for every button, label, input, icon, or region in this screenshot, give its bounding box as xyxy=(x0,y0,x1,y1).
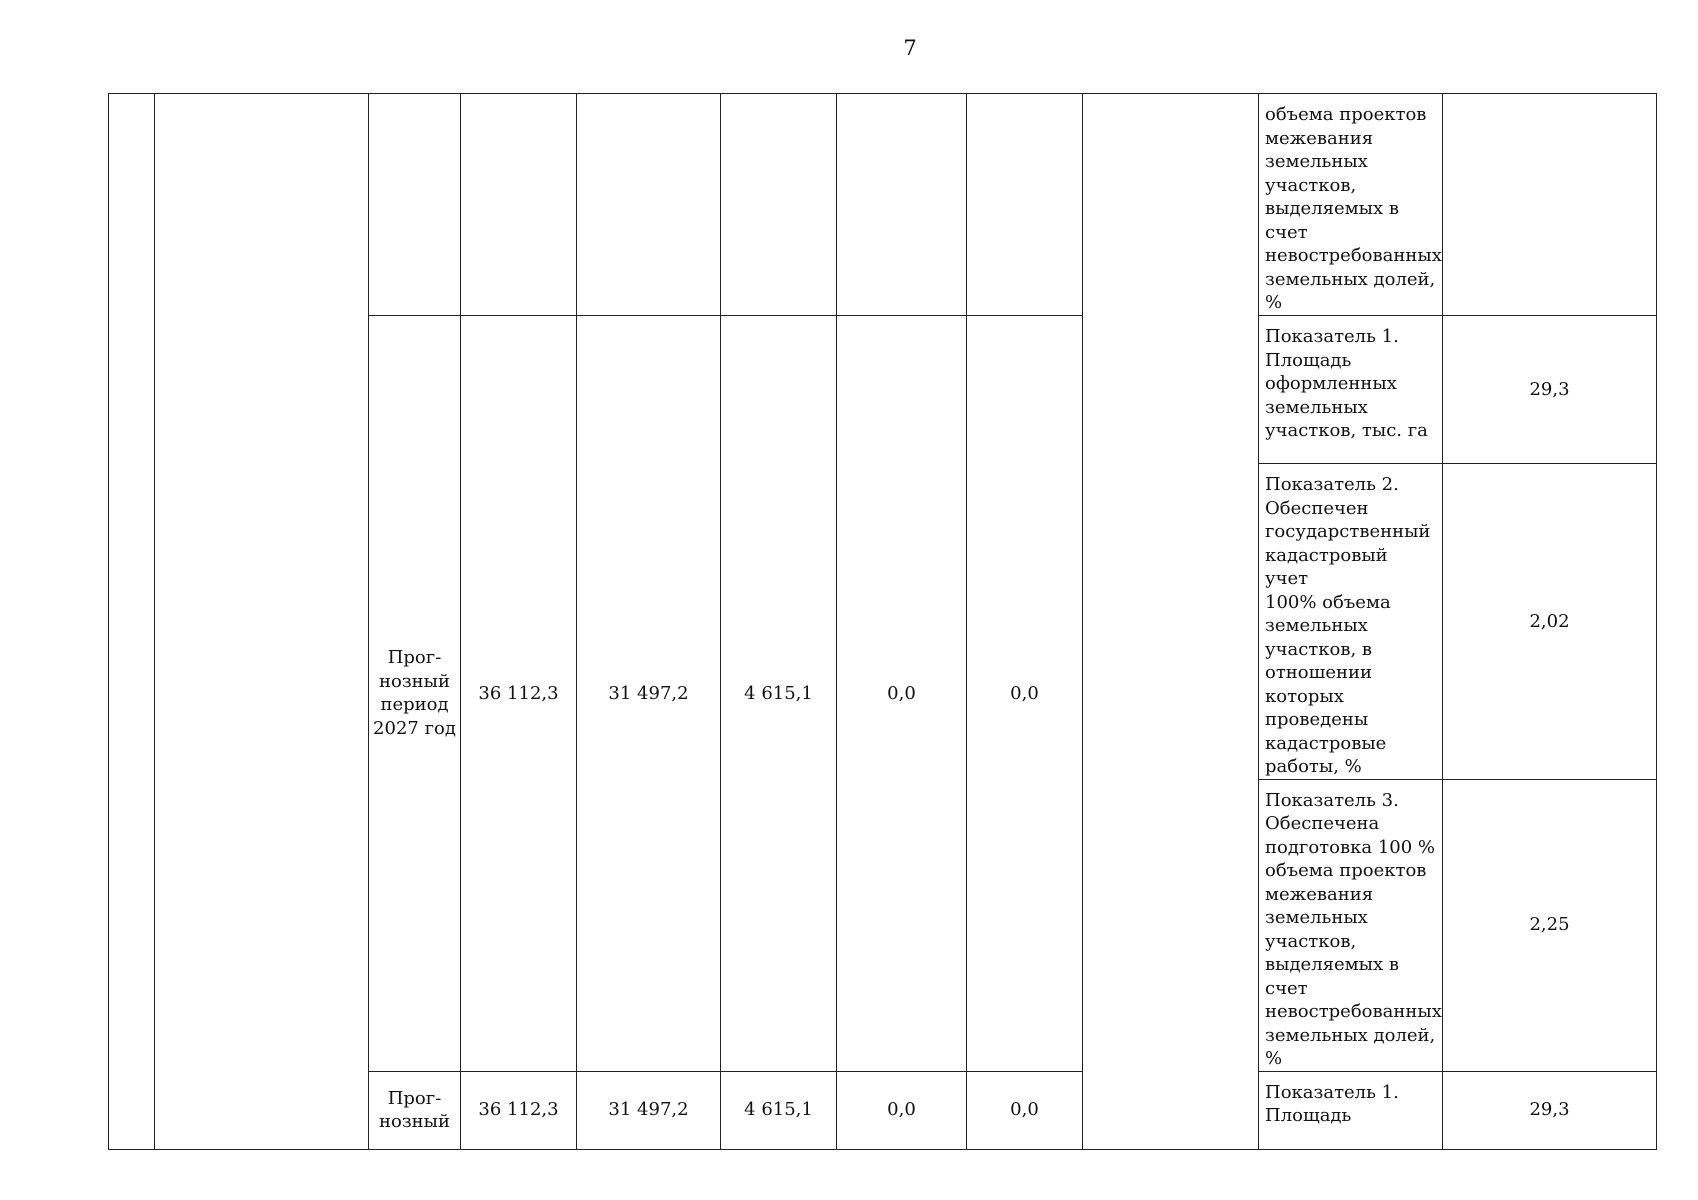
amount-cell: 31 497,2 xyxy=(577,316,721,1072)
name-cell xyxy=(155,94,369,1150)
indicator-cell xyxy=(1259,1071,1443,1149)
indicator-value: 2,02 xyxy=(1443,464,1657,780)
amount-cell-empty xyxy=(461,94,577,316)
executor-cell xyxy=(1083,94,1259,1150)
amount-cell-empty xyxy=(967,94,1083,316)
indicator-value: 29,3 xyxy=(1443,316,1657,464)
amount-cell-empty xyxy=(721,94,837,316)
amount-cell: 0,0 xyxy=(837,1071,967,1149)
indicator-text: Показатель 1. Площадь оформленных земельных участков, тыс. га xyxy=(1265,326,1428,441)
amount-cell: 0,0 xyxy=(967,316,1083,1072)
indicator-text: Показатель 3. Обеспечена подготовка 100 % объема проектов межевания земельных участков, выделяемых в счет невостребованных земельных долей, % xyxy=(1265,789,1442,1069)
indicator-cell xyxy=(1259,94,1443,316)
page-number: 7 xyxy=(903,36,917,60)
indicator-text: Показатель 1. Площадь xyxy=(1265,1081,1399,1126)
amount-cell: 0,0 xyxy=(967,1071,1083,1149)
period-label: Прог- нозный период 2027 год xyxy=(369,316,461,1072)
indicator-cell xyxy=(1259,464,1443,780)
table-row xyxy=(109,94,1657,316)
indicator-cell xyxy=(1259,316,1443,464)
indicator-text: объема проектов межевания земельных участков, выделяемых в счет невостребованных земельных долей, % xyxy=(1265,104,1442,313)
amount-cell-empty xyxy=(577,94,721,316)
total-amount: 36 112,3 xyxy=(461,316,577,1072)
amount-cell: 0,0 xyxy=(837,316,967,1072)
indicator-value: 2,25 xyxy=(1443,779,1657,1071)
period-cell-empty xyxy=(369,94,461,316)
amount-cell: 31 497,2 xyxy=(577,1071,721,1149)
indicator-value: 29,3 xyxy=(1443,1071,1657,1149)
number-cell xyxy=(109,94,155,1150)
program-table xyxy=(108,93,1657,1150)
period-label: Прог- нозный xyxy=(369,1071,461,1149)
indicator-cell xyxy=(1259,779,1443,1071)
amount-cell: 4 615,1 xyxy=(721,316,837,1072)
indicator-text: Показатель 2. Обеспечен государственный кадастровый учет 100% объема земельных участков, в отношении которых проведены кадастровые работы, % xyxy=(1265,474,1431,777)
amount-cell: 4 615,1 xyxy=(721,1071,837,1149)
indicator-value xyxy=(1443,94,1657,316)
amount-cell-empty xyxy=(837,94,967,316)
total-amount: 36 112,3 xyxy=(461,1071,577,1149)
